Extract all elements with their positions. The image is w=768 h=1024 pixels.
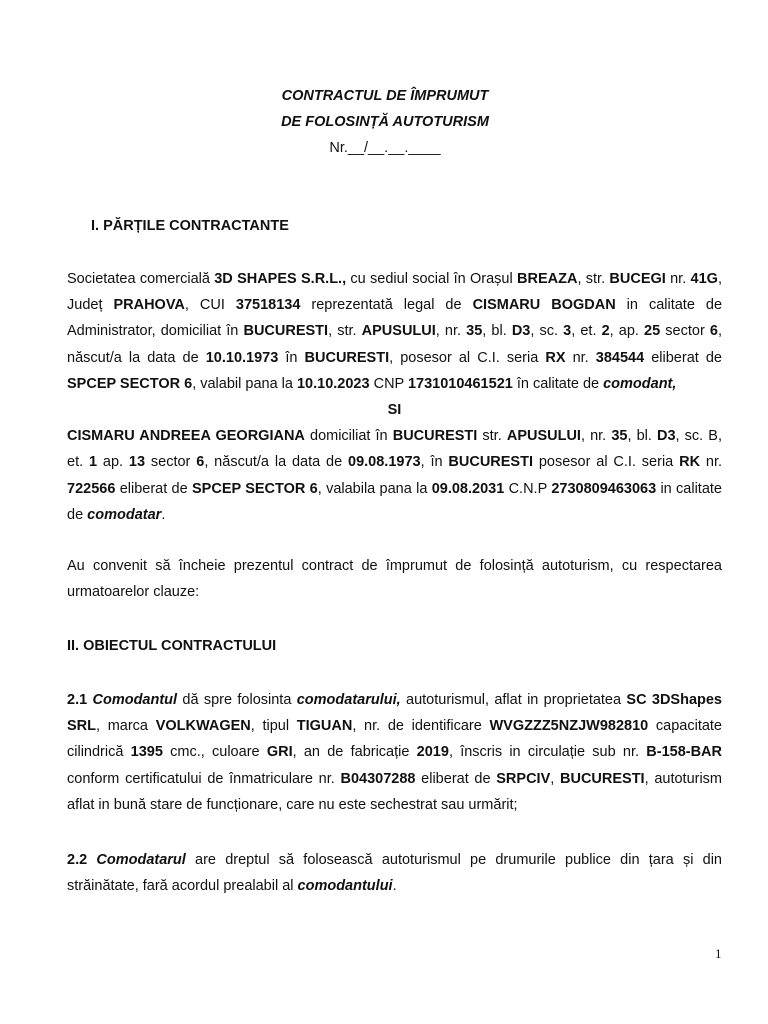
clause-2-2-paragraph: 2.2 Comodatarul are dreptul să folosească autoturismul pe drumurile publice din țara și din străinătate, fară acordul prealabil al comodantului. [67, 852, 722, 895]
contract-title-line-1: CONTRACTUL DE ÎMPRUMUT [281, 88, 489, 104]
section-2-heading: II. OBIECTUL CONTRACTULUI [67, 638, 277, 654]
si-separator: SI [387, 402, 402, 419]
page-number: 1 [715, 946, 722, 961]
comodant-paragraph: Societatea comercială 3D SHAPES S.R.L., cu sediul social în Orașul BREAZA, str. BUCEGI nr. 41G, Județ PRAHOVA, CUI 37518134 reprezentată legal de CISMARU BOGDAN in calitate de Administrator, domiciliat în BUCURESTI, str. APUSULUI, nr. 35, bl. D3, sc. 3, et. 2, ap. 25 sector 6, născut/a la data de 10.10.1973 în BUCURESTI, posesor al C.I. seria RX nr. 384544 eliberat de SPCEP SECTOR 6, valabil pana la 10.10.2023 CNP 1731010461521 în calitate de comodant, SI CISMARU ANDREEA GEORGIANA domiciliat în BUCURESTI str. APUSULUI, nr. 35, bl. D3, sc. B, et. 1 ap. 13 sector 6, născut/a la data de 09.08.1973, în BUCURESTI posesor al C.I. seria RK nr. 722566 eliberat de SPCEP SECTOR 6, valabila pana la 09.08.2031 C.N.P 2730809463063 in calitate de comodatar. [67, 271, 723, 523]
clause-2-1-paragraph: 2.1 Comodantul dă spre folosinta comodatarului, autoturismul, aflat in proprietatea SC 3DShapes SRL, marca VOLKWAGEN, tipul TIGUAN, nr. de identificare WVGZZZ5NZJW982810 capacitate cilindrică 1395 cmc., culoare GRI, an de fabricație 2019, înscris in circulație sub nr. B-158-BAR conform certificatului de înmatriculare nr. B04307288 eliberat de SRPCIV, BUCURESTI, autoturism aflat in bună stare de funcționare, care nu este sechestrat sau urmărit; [67, 692, 723, 813]
contract-title-block [0, 83, 768, 161]
contract-number-line: Nr.__/__.__.____ [329, 140, 441, 156]
agreement-paragraph: Au convenit să încheie prezentul contract de împrumut de folosință autoturism, cu respectarea urmatoarelor clauze: [67, 558, 722, 601]
contract-title-line-2: DE FOLOSINȚĂ AUTOTURISM [281, 114, 489, 130]
section-1-heading: I. PĂRȚILE CONTRACTANTE [91, 218, 289, 234]
